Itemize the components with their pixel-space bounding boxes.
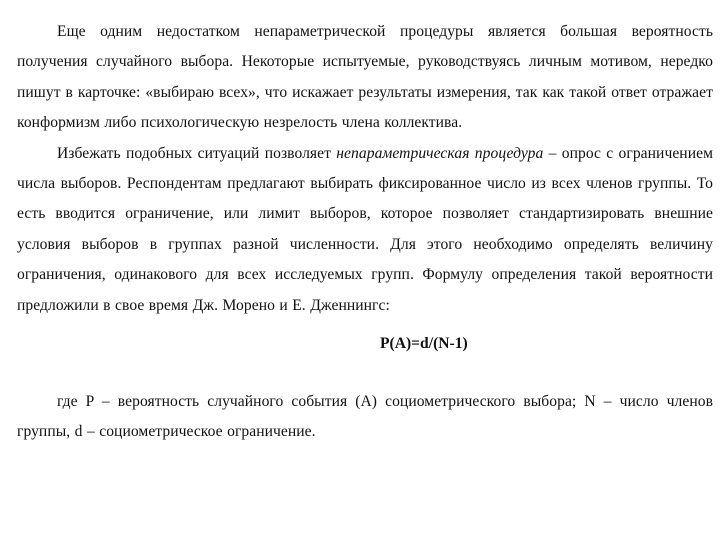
probability-formula: P(A)=d/(N-1)	[380, 335, 468, 353]
document-page	[17, 17, 713, 448]
paragraph-procedure-rest: – опрос с ограничением числа выборов. Респондентам предлагают выбирать фиксированное число из всех членов группы. То есть вводится ограничение, или лимит выборов, которое позволяет стандартизировать внешние условия выборов в группах разной численности. Для этого необходимо определять величину ограничения, одинакового для всех исследуемых групп. Формулу определения такой вероятности предложили в свое время Дж. Морено и Е. Дженнингс:	[17, 144, 713, 314]
paragraph-procedure	[17, 139, 713, 321]
emphasis-term: непараметрическая процедура	[336, 144, 544, 162]
formula-legend: где P – вероятность случайного события (А) социометрического выбора; N – число членов группы, d – социометрическое ограничение.	[17, 393, 713, 441]
paragraph-intro: Еще одним недостатком непараметрической процедуры является большая вероятность получения случайного выбора. Некоторые испытуемые, руководствуясь личным мотивом, нередко пишут в карточке: «выбираю всех», что искажает результаты измерения, так как такой ответ отражает конформизм либо психологическую незрелость члена коллектива.	[17, 23, 713, 132]
paragraph-procedure-start: Избежать подобных ситуаций позволяет	[57, 144, 337, 162]
